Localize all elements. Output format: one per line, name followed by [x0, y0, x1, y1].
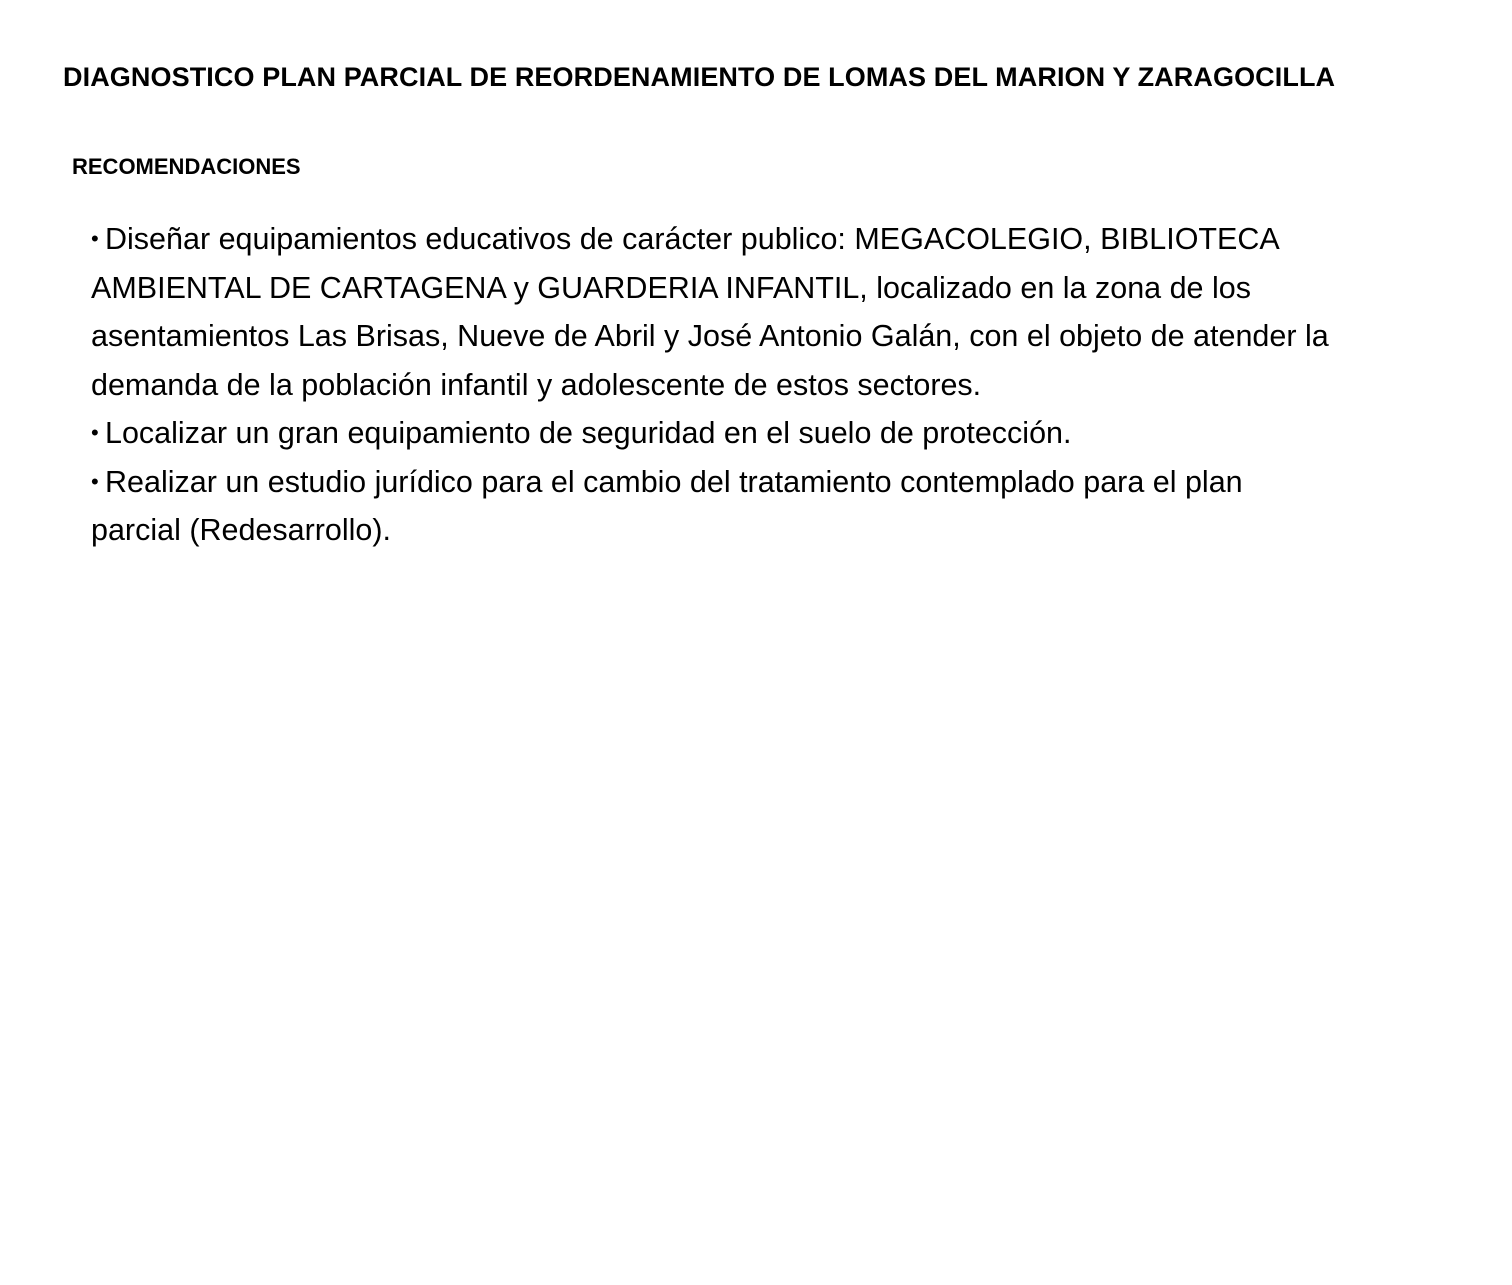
list-item	[91, 215, 1331, 409]
list-item-text: Diseñar equipamientos educativos de carácter publico: MEGACOLEGIO, BIBLIOTECA AMBIENTAL DE CARTAGENA y GUARDERIA INFANTIL, localizado en la zona de los asentamientos Las Brisas, Nueve de Abril y José Antonio Galán, con el objeto de atender la demanda de la población infantil y adolescente de estos sectores.	[91, 222, 1329, 402]
section-subtitle: RECOMENDACIONES	[72, 154, 301, 179]
list-item	[91, 409, 1331, 458]
list-item-text: Localizar un gran equipamiento de seguridad en el suelo de protección.	[105, 416, 1072, 450]
recommendations-list	[91, 215, 1331, 555]
bullet-icon: •	[91, 226, 99, 251]
list-item-text: Realizar un estudio jurídico para el cambio del tratamiento contemplado para el plan parcial (Redesarrollo).	[91, 464, 1243, 547]
bullet-icon: •	[91, 420, 99, 445]
list-item	[91, 458, 1331, 555]
slide-title: DIAGNOSTICO PLAN PARCIAL DE REORDENAMIENTO DE LOMAS DEL MARION Y ZARAGOCILLA	[63, 62, 1336, 92]
bullet-icon: •	[91, 468, 99, 494]
